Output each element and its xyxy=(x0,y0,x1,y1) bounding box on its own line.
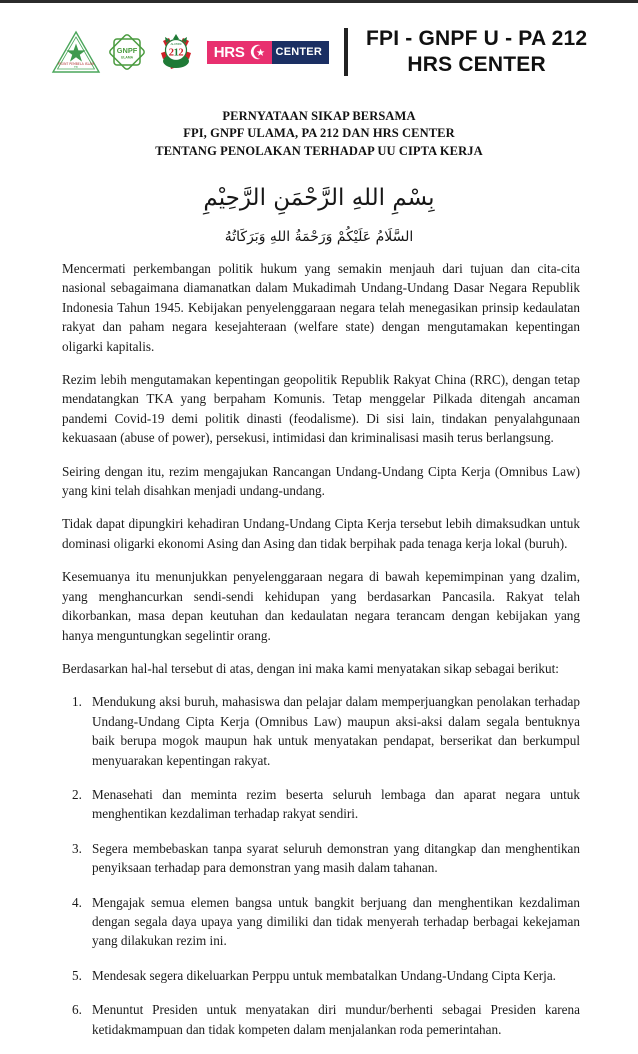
body-paragraph: Rezim lebih mengutamakan kepentingan geopolitik Republik Rakyat China (RRC), dengan tetap mendatangkan TKA yang berpaham Komunis. Tetap menggelar Pilkada ditengah ancaman pandemi Covid-19 demi politik dinasti (feodalisme). Di sisi lain, tindakan penyalahgunaan kekuasaan (abuse of power), persekusi, intimidasi dan kriminalisasi masih terus berlangsung. xyxy=(62,372,580,446)
svg-text:2: 2 xyxy=(178,47,184,59)
document-heading-line2: FPI, GNPF ULAMA, PA 212 DAN HRS CENTER xyxy=(183,126,455,141)
organization-title xyxy=(366,26,587,79)
hrs-logo-left-text: HRS xyxy=(213,43,245,61)
demand-item: Menasehati dan meminta rezim beserta seluruh lembaga dan aparat negara untuk menghentikan kezdaliman terhadap rakyat sendiri. xyxy=(92,786,580,822)
svg-text:ULAMA: ULAMA xyxy=(120,55,133,60)
document-heading xyxy=(0,108,638,161)
demand-item: Mengajak semua elemen bangsa untuk bangkit berjuang dan menghentikan kezdaliman dengan segala daya upaya yang dimiliki dan tidak menyerah terhadap berbagai kekejaman yang dilakukan rezim ini. xyxy=(92,894,580,949)
letterhead xyxy=(0,0,638,79)
body-paragraph: Seiring dengan itu, rezim mengajukan Rancangan Undang-Undang Cipta Kerja (Omnibus Law) yang kini telah disahkan menjadi undang-undang. xyxy=(62,463,580,499)
crescent-moon-star-icon xyxy=(248,43,266,61)
logo-group xyxy=(51,29,329,75)
svg-text:FRONT PEMBELA ISLAM: FRONT PEMBELA ISLAM xyxy=(57,62,95,67)
hrs-logo-right-block xyxy=(272,41,329,64)
document-heading-line1: PERNYATAAN SIKAP BERSAMA xyxy=(222,108,416,123)
demand-item: Segera membebaskan tanpa syarat seluruh demonstran yang ditangkap dan menghentikan penyiksaan terhadap para demonstran yang masih dalam tahanan. xyxy=(92,840,580,876)
fpi-logo xyxy=(51,30,101,74)
body-paragraph: Berdasarkan hal-hal tersebut di atas, dengan ini maka kami menyatakan sikap sebagai berikut: xyxy=(62,660,559,676)
svg-text:1: 1 xyxy=(173,47,179,59)
svg-text:ALUMNI: ALUMNI xyxy=(170,42,182,47)
body-paragraph: Mencermati perkembangan politik hukum yang semakin menjauh dari tujuan dan cita-cita nasional sebagaimana diamanatkan dalam Mukadimah Undang-Undang Dasar Negara Republik Indonesia Tahun 1945. Kebijakan penyelenggaraan negara telah menegasikan prinsip kedaulatan rakyat dan paham negara kesejahteraan (welfare state) dengan mengutamakan kepentingan oligarki kapitalis. xyxy=(62,261,580,354)
demands-list xyxy=(62,692,580,1039)
svg-text:FPI: FPI xyxy=(73,66,78,70)
hrs-logo-left-block xyxy=(207,41,272,64)
document-heading-line3: TENTANG PENOLAKAN TERHADAP UU CIPTA KERJA xyxy=(155,144,483,158)
salam-greeting-text: السَّلَامُ عَلَيْكُمْ وَرَحْمَةُ اللهِ وَبَرَكَاتُهُ xyxy=(224,228,414,245)
document-body xyxy=(0,259,580,1054)
hrs-logo-right-text: CENTER xyxy=(275,45,322,58)
top-border-band xyxy=(0,0,638,3)
svg-text:GNPF: GNPF xyxy=(116,46,138,56)
demand-item: Menuntut Presiden untuk menyatakan diri mundur/berhenti sebagai Presiden karena ketidakmampuan dan tidak kompeten dalam menjalankan roda pemerintahan. xyxy=(92,1002,580,1037)
organization-title-line2: HRS CENTER xyxy=(407,53,546,77)
arabic-invocation xyxy=(0,183,638,248)
demand-item: Mendukung aksi buruh, mahasiswa dan pelajar dalam memperjuangkan penolakan terhadap Undang-Undang Cipta Kerja (Omnibus Law) maupun aksi-aksi dalam segala bentuknya baik berupa mogok maupun hak untuk menyatakan pendapat, berserikat dan berkumpul menyuarakan kepentingan rakyat. xyxy=(92,694,580,768)
basmalah-text: بِسْمِ اللهِ الرَّحْمَنِ الرَّحِيْمِ xyxy=(203,184,435,211)
pa212-logo xyxy=(153,29,199,75)
svg-text:2: 2 xyxy=(168,47,174,59)
demand-item: Mendesak segera dikeluarkan Perppu untuk membatalkan Undang-Undang Cipta Kerja. xyxy=(92,967,556,983)
body-paragraph: Kesemuanya itu menunjukkan penyelenggaraan negara di bawah kepemimpinan yang dzalim, yang menghancurkan sendi-sendi kehidupan yang berdasarkan Pancasila. Rakyat telah dikorbankan, masa depan keutuhan dan kedaulatan negara terancam dengan kebijakan yang hanya menguntungkan segelintir orang. xyxy=(62,569,580,643)
body-paragraph: Tidak dapat dipungkiri kehadiran Undang-Undang Cipta Kerja tersebut lebih dimaksudkan untuk dominasi oligarki ekonomi Asing dan Asing dan tidak berpihak pada tenaga kerja lokal (buruh). xyxy=(62,516,580,551)
organization-title-line1: FPI - GNPF U - PA 212 xyxy=(365,27,588,50)
gnpf-logo xyxy=(106,31,148,73)
hrs-center-logo xyxy=(207,41,329,64)
letterhead-divider xyxy=(344,28,348,76)
